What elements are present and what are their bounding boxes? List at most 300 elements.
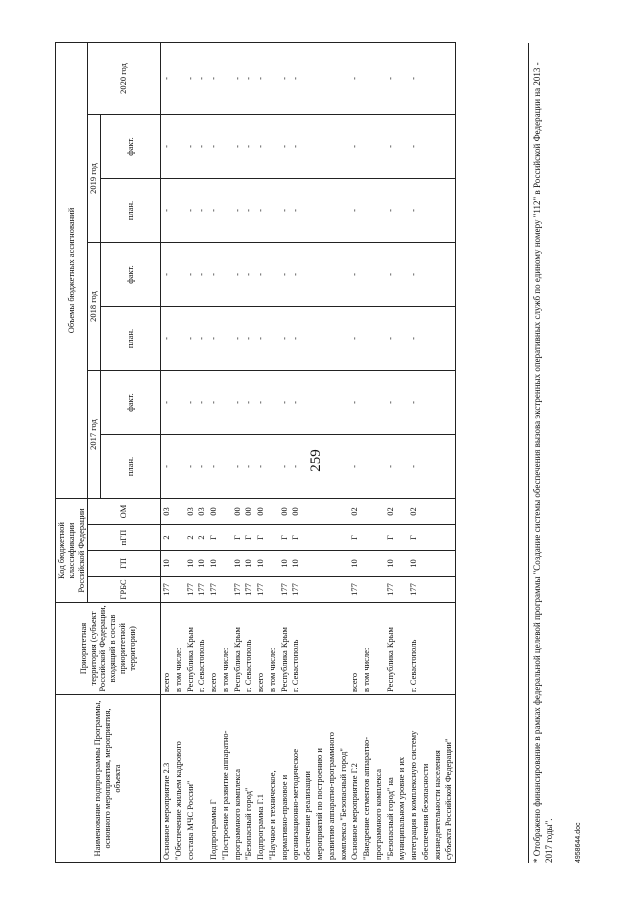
cell-value: - [161,370,173,434]
cell-value: - [232,370,244,434]
cell-territory [396,602,408,694]
cell-value [396,178,408,242]
cell-value [314,242,326,306]
cell-gp: 10 [232,550,244,576]
cell-om: 00 [290,498,302,524]
cell-gp: 10 [243,550,255,576]
cell-value: - [290,178,302,242]
header-2017: 2017 год [88,370,101,498]
cell-om: 02 [408,498,420,524]
cell-value [432,306,444,370]
table-row [396,42,408,862]
cell-grbs: 177 [161,576,173,602]
header-budget-code: Код бюджетной классификации Российской Федерации [56,498,88,602]
cell-value [396,42,408,114]
cell-value: - [290,434,302,498]
cell-value [302,114,314,178]
cell-territory: всего [255,602,267,694]
cell-value [396,114,408,178]
cell-value: - [208,178,220,242]
cell-territory [314,602,326,694]
cell-name: мероприятий по построению и [314,694,326,862]
cell-value: - [408,114,420,178]
cell-value [302,434,314,498]
cell-grbs [314,576,326,602]
cell-value: - [385,42,397,114]
cell-value: - [185,242,197,306]
cell-gp [173,550,185,576]
cell-om [361,498,373,524]
cell-grbs [443,576,455,602]
cell-territory: г. Севастополь [196,602,208,694]
header-om: ОМ [88,498,161,524]
cell-value: - [349,242,361,306]
cell-grbs: 177 [243,576,255,602]
cell-name: Подпрограмма Г.1 [255,694,267,862]
cell-value: - [185,434,197,498]
cell-value [326,42,338,114]
cell-value: - [243,114,255,178]
cell-value [361,434,373,498]
cell-value: - [290,42,302,114]
cell-value: - [408,370,420,434]
cell-value [373,42,385,114]
cell-value [173,178,185,242]
cell-value [443,178,455,242]
cell-value: - [196,114,208,178]
cell-value [326,178,338,242]
cell-grbs [220,576,232,602]
cell-gp: 10 [208,550,220,576]
cell-territory: в том числе: [220,602,232,694]
cell-name: Подпрограмма Г [208,694,220,862]
cell-grbs: 177 [408,576,420,602]
cell-value [420,306,432,370]
cell-gp: 10 [408,550,420,576]
cell-value: - [232,178,244,242]
cell-value: - [290,370,302,434]
cell-value: - [208,42,220,114]
cell-value: - [279,42,291,114]
table-row [173,42,185,862]
cell-value [420,114,432,178]
cell-gp [338,550,350,576]
cell-gp [443,550,455,576]
cell-value [173,434,185,498]
cell-value: - [208,114,220,178]
cell-gp: 10 [279,550,291,576]
table-row [255,42,267,862]
cell-om [302,498,314,524]
cell-value: - [196,242,208,306]
cell-gp [326,550,338,576]
cell-value [220,178,232,242]
cell-value: - [208,434,220,498]
table-row [161,42,173,862]
cell-value [302,242,314,306]
cell-pgp: Г [208,524,220,550]
cell-value: - [349,434,361,498]
header-2017-fact: факт. [101,370,161,434]
cell-territory: всего [349,602,361,694]
table-row [185,42,197,862]
cell-grbs [267,576,279,602]
cell-pgp: 2 [196,524,208,550]
footnote: * Отображено финансирование в рамках федеральной целевой программы "Создание системы обеспечения вызова экстренных оперативных служб по единому номеру "112" в Российской Федерации на 2013 - 2017 годы". [528,43,555,863]
cell-value: - [243,434,255,498]
cell-value [373,306,385,370]
cell-value [361,242,373,306]
budget-table [55,42,456,863]
table-row [432,42,444,862]
cell-om [373,498,385,524]
cell-value [396,370,408,434]
table-row [208,42,220,862]
cell-gp [220,550,232,576]
cell-pgp [302,524,314,550]
cell-value: - [196,370,208,434]
cell-value: - [279,434,291,498]
cell-value: - [290,242,302,306]
cell-om [314,498,326,524]
cell-value [267,178,279,242]
cell-value [173,306,185,370]
header-grbs: ГРБС [88,576,161,602]
cell-value [338,306,350,370]
cell-pgp: Г [243,524,255,550]
cell-territory [420,602,432,694]
cell-pgp: Г [232,524,244,550]
cell-value [173,370,185,434]
cell-value [396,306,408,370]
cell-pgp: 2 [185,524,197,550]
cell-value [267,370,279,434]
table-row [408,42,420,862]
cell-value: - [232,434,244,498]
table-row [373,42,385,862]
cell-om: 00 [208,498,220,524]
cell-value: - [161,434,173,498]
cell-om: 02 [349,498,361,524]
cell-value: - [279,370,291,434]
header-2019-fact: факт. [101,114,161,178]
cell-pgp [373,524,385,550]
cell-name: организационно-методическое [290,694,302,862]
cell-value: - [196,306,208,370]
cell-grbs [326,576,338,602]
table-row [243,42,255,862]
cell-grbs: 177 [232,576,244,602]
cell-grbs: 177 [385,576,397,602]
cell-territory: в том числе: [361,602,373,694]
cell-value: - [408,434,420,498]
cell-value [220,306,232,370]
cell-value: - [279,306,291,370]
header-2018: 2018 год [88,242,101,370]
cell-value [373,370,385,434]
cell-value: - [185,42,197,114]
cell-value [267,242,279,306]
table-row [267,42,279,862]
cell-value: - [232,42,244,114]
cell-territory: Республика Крым [232,602,244,694]
cell-pgp: Г [349,524,361,550]
header-gp: ГП [88,550,161,576]
cell-value: - [349,306,361,370]
cell-value: - [349,42,361,114]
cell-value [267,114,279,178]
cell-value [326,306,338,370]
cell-value [220,370,232,434]
cell-territory [432,602,444,694]
cell-pgp [396,524,408,550]
cell-value: - [349,370,361,434]
cell-name: "Безопасный город" на [385,694,397,862]
cell-name: программного комплекса [232,694,244,862]
cell-value: - [243,42,255,114]
cell-value [302,370,314,434]
cell-name: программного комплекса [373,694,385,862]
cell-pgp [326,524,338,550]
cell-value [326,114,338,178]
cell-territory: в том числе: [267,602,279,694]
cell-grbs [420,576,432,602]
cell-value: - [161,242,173,306]
cell-om: 03 [161,498,173,524]
cell-value [420,42,432,114]
cell-value: - [161,42,173,114]
cell-om [443,498,455,524]
cell-value: - [255,42,267,114]
cell-value [173,42,185,114]
cell-value: - [349,114,361,178]
cell-grbs [173,576,185,602]
cell-pgp: Г [408,524,420,550]
cell-name: нормативно-правовое и [279,694,291,862]
cell-value: - [385,370,397,434]
cell-gp [432,550,444,576]
cell-value: - [232,114,244,178]
cell-value: - [408,42,420,114]
table-row [349,42,361,862]
cell-name: Основное мероприятие 2.3 [161,694,173,862]
cell-value [326,242,338,306]
cell-value [338,178,350,242]
cell-value [443,242,455,306]
cell-value: - [185,178,197,242]
cell-om: 00 [255,498,267,524]
cell-territory [326,602,338,694]
cell-name: муниципальном уровне и их [396,694,408,862]
table-row [338,42,350,862]
cell-territory [373,602,385,694]
cell-gp: 10 [185,550,197,576]
cell-value: - [408,242,420,306]
cell-value: - [196,42,208,114]
cell-value [338,42,350,114]
cell-territory [302,602,314,694]
cell-value: - [255,178,267,242]
header-2017-plan: план. [101,434,161,498]
header-2019: 2019 год [88,114,101,242]
cell-value [443,114,455,178]
rotated-sheet [40,23,600,883]
cell-value [373,242,385,306]
cell-value [373,434,385,498]
cell-gp [361,550,373,576]
cell-value: - [161,306,173,370]
cell-name: комплекса "Безопасный город" [338,694,350,862]
cell-name: состава МЧС России" [185,694,197,862]
cell-value: - [232,242,244,306]
cell-value: - [255,114,267,178]
cell-value: - [208,242,220,306]
cell-territory: Республика Крым [185,602,197,694]
cell-value: - [255,370,267,434]
cell-grbs: 177 [349,576,361,602]
table-row [232,42,244,862]
cell-value [267,42,279,114]
cell-pgp: Г [385,524,397,550]
header-volumes: Объемы бюджетных ассигнований [56,42,88,498]
cell-value [314,114,326,178]
cell-pgp [443,524,455,550]
cell-value [432,242,444,306]
cell-gp: 10 [290,550,302,576]
cell-value [314,178,326,242]
cell-value: - [185,306,197,370]
cell-value [314,42,326,114]
table-row [279,42,291,862]
table-row [196,42,208,862]
table-row [420,42,432,862]
cell-gp [314,550,326,576]
table-row [443,42,455,862]
cell-name: обеспечения безопасности [420,694,432,862]
cell-value [302,42,314,114]
cell-pgp [338,524,350,550]
cell-gp [302,550,314,576]
cell-value: - [161,114,173,178]
cell-gp: 10 [255,550,267,576]
cell-value: - [208,306,220,370]
cell-grbs: 177 [290,576,302,602]
cell-om [173,498,185,524]
header-pgp: пГП [88,524,161,550]
cell-gp: 10 [385,550,397,576]
cell-value [361,306,373,370]
cell-value [432,114,444,178]
cell-gp [373,550,385,576]
table-row [290,42,302,862]
cell-value [326,370,338,434]
page-number: 259 [307,449,324,472]
cell-value [443,306,455,370]
table-row [314,42,326,862]
cell-value [373,178,385,242]
cell-value [302,178,314,242]
cell-value: - [385,114,397,178]
cell-value: - [385,434,397,498]
cell-gp [420,550,432,576]
cell-territory [443,602,455,694]
cell-value: - [255,306,267,370]
cell-value: - [279,114,291,178]
cell-om: 02 [385,498,397,524]
header-2018-plan: план. [101,306,161,370]
cell-value [443,370,455,434]
cell-value: - [279,242,291,306]
cell-name: субъекта Российской Федерации" [443,694,455,862]
cell-territory: в том числе: [173,602,185,694]
cell-name: "Внедрение сегментов аппаратно- [361,694,373,862]
table-row [361,42,373,862]
cell-value [338,114,350,178]
cell-pgp [173,524,185,550]
cell-value: - [196,178,208,242]
cell-value: - [290,114,302,178]
cell-grbs: 177 [208,576,220,602]
cell-name: обеспечение реализации [302,694,314,862]
cell-value [220,242,232,306]
cell-value [267,434,279,498]
cell-territory: г. Севастополь [408,602,420,694]
cell-gp: 10 [196,550,208,576]
cell-territory: Республика Крым [385,602,397,694]
cell-value [314,434,326,498]
cell-value [373,114,385,178]
cell-value [220,434,232,498]
cell-value [361,114,373,178]
cell-gp [267,550,279,576]
cell-value [420,178,432,242]
cell-om [396,498,408,524]
cell-value [361,178,373,242]
cell-grbs: 177 [185,576,197,602]
cell-value: - [279,178,291,242]
cell-grbs [373,576,385,602]
cell-value: - [161,178,173,242]
cell-value: - [255,242,267,306]
cell-name: "Научное и техническое, [267,694,279,862]
cell-value [338,242,350,306]
cell-value [326,434,338,498]
cell-grbs: 177 [255,576,267,602]
cell-value [267,306,279,370]
cell-value: - [385,178,397,242]
cell-grbs [338,576,350,602]
cell-om: 03 [196,498,208,524]
header-territory: Приоритетная территория (субъект Российской Федерации, входящий в состав приоритетной территории) [56,602,161,694]
cell-value: - [408,178,420,242]
cell-value [432,370,444,434]
cell-value [432,178,444,242]
cell-name: интеграция в комплексную систему [408,694,420,862]
cell-value: - [232,306,244,370]
cell-territory: г. Севастополь [290,602,302,694]
cell-gp: 10 [349,550,361,576]
cell-grbs: 177 [196,576,208,602]
cell-value: - [185,114,197,178]
cell-grbs [396,576,408,602]
cell-value [420,242,432,306]
cell-territory: всего [208,602,220,694]
cell-territory: Республика Крым [279,602,291,694]
cell-pgp: Г [290,524,302,550]
cell-value [361,370,373,434]
cell-value: - [290,306,302,370]
cell-gp [396,550,408,576]
